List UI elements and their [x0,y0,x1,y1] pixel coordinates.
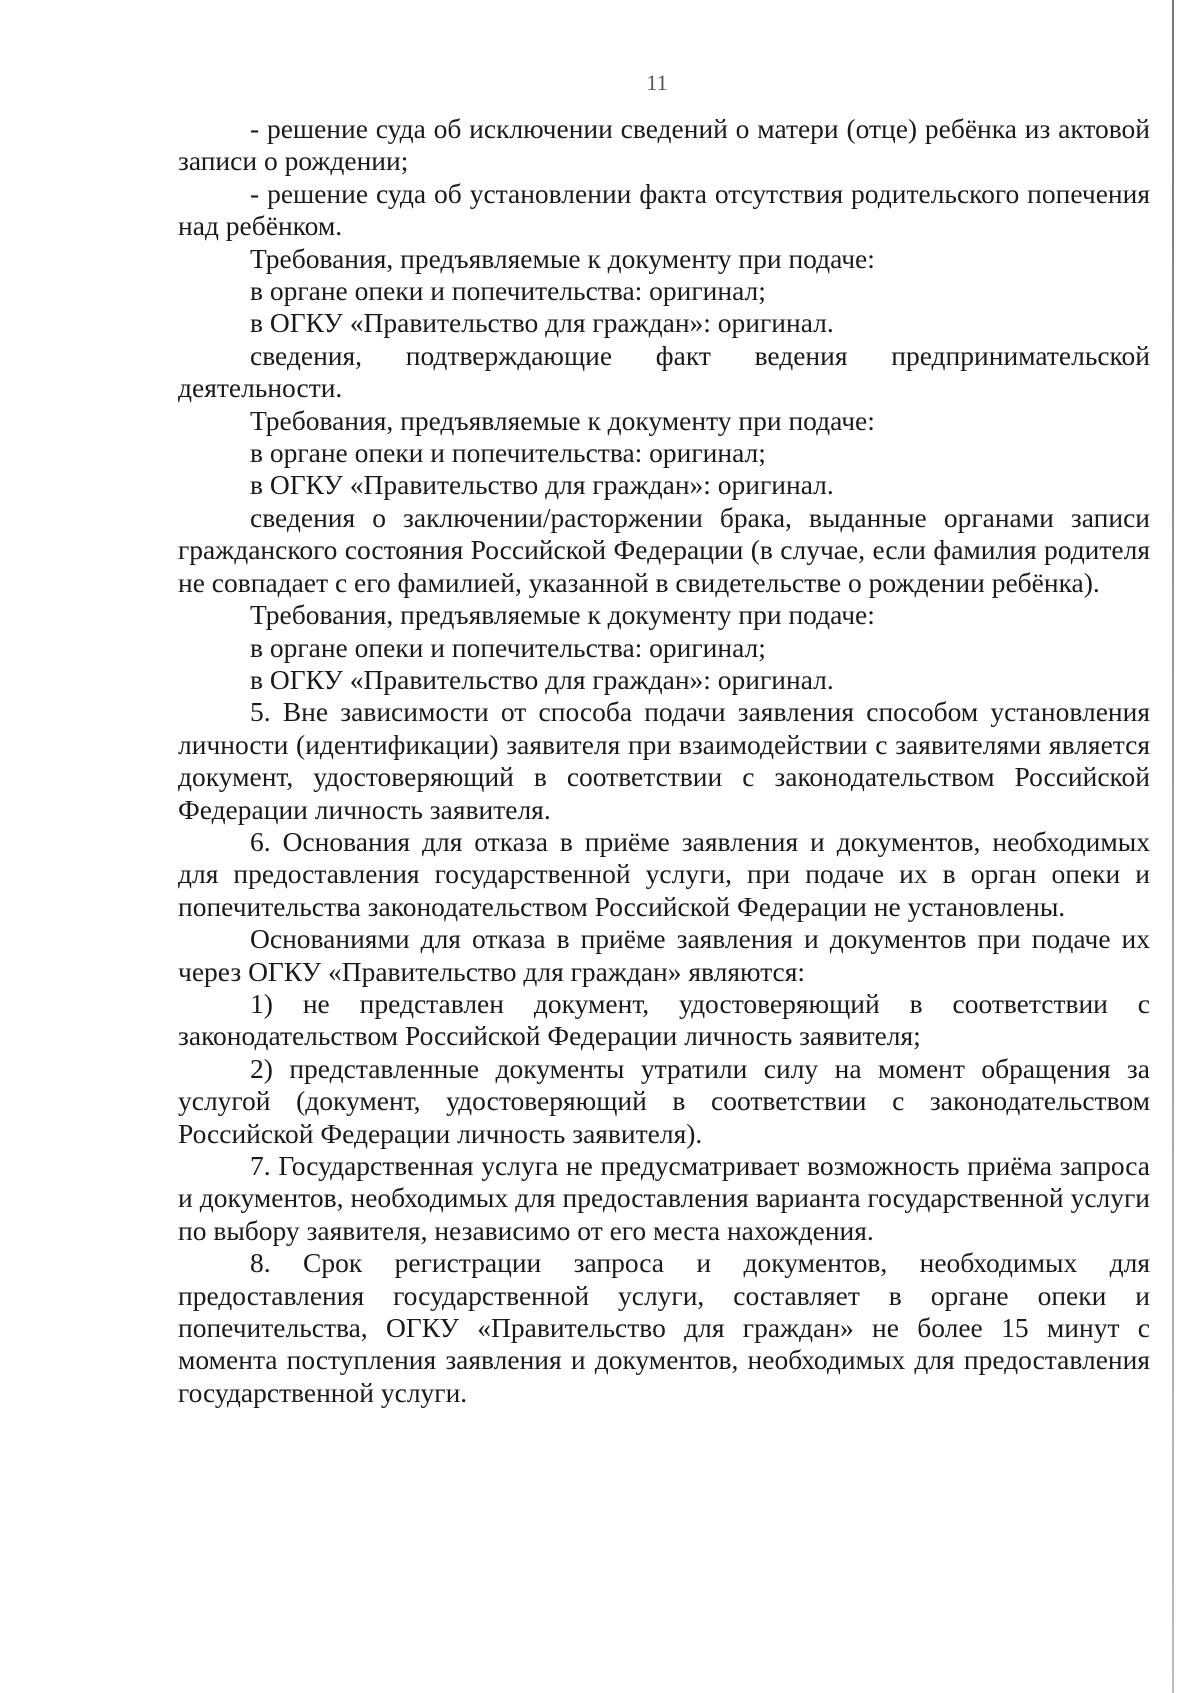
paragraph: - решение суда об установлении факта отсутствия родительского попечения над ребёнком. [178,177,1150,242]
paragraph: 5. Вне зависимости от способа подачи заявления способом установления личности (идентификации) заявителя при взаимодействии с заявителями является документ, удостоверяющий в соответствии с законодательством Российской Федерации личность заявителя. [178,696,1150,825]
paragraph: в органе опеки и попечительства: оригинал; [250,275,766,307]
paragraph: Основаниями для отказа в приёме заявления и документов при подаче их через ОГКУ «Правительство для граждан» являются: [178,923,1150,987]
document-body [178,113,1150,1409]
scan-edge-line [1172,0,1174,1693]
paragraph: Требования, предъявляемые к документу при подаче: [250,404,875,436]
paragraph: в органе опеки и попечительства: оригинал; [250,631,766,663]
paragraph: в ОГКУ «Правительство для граждан»: оригинал. [250,663,834,695]
paragraph: в ОГКУ «Правительство для граждан»: оригинал. [250,307,834,339]
paragraph: 7. Государственная услуга не предусматривает возможность приёма запроса и документов, необходимых для предоставления варианта государственной услуги по выбору заявителя, независимо от его места нахождения. [178,1150,1150,1246]
paragraph: Требования, предъявляемые к документу при подаче: [250,242,875,274]
paragraph: сведения, подтверждающие факт ведения предпринимательской деятельности. [178,339,1150,404]
paragraph: 6. Основания для отказа в приёме заявления и документов, необходимых для предоставления государственной услуги, при подаче их в орган опеки и попечительства законодательством Российской Федерации не установлены. [178,825,1150,922]
paragraph: 1) не представлен документ, удостоверяющий в соответствии с законодательством Российской Федерации личность заявителя; [178,987,1150,1052]
paragraph: в ОГКУ «Правительство для граждан»: оригинал. [250,469,834,501]
paragraph: Требования, предъявляемые к документу при подаче: [250,599,875,631]
page-number: 11 [646,70,668,95]
paragraph: сведения о заключении/расторжении брака, выданные органами записи гражданского состояния Российской Федерации (в случае, если фамилия родителя не совпадает с его фамилией, указанной в свидетельстве о рождении ребёнка). [178,501,1150,598]
paragraph: - решение суда об исключении сведений о матери (отце) ребёнка из актовой записи о рождении; [178,113,1150,177]
paragraph: в органе опеки и попечительства: оригинал; [250,437,766,469]
paragraph: 8. Срок регистрации запроса и документов, необходимых для предоставления государственной услуги, составляет в органе опеки и попечительства, ОГКУ «Правительство для граждан» не более 15 минут с момента поступления заявления и документов, необходимых для предоставления государственной услуги. [178,1247,1150,1408]
paragraph: 2) представленные документы утратили силу на момент обращения за услугой (документ, удостоверяющий в соответствии с законодательством Российской Федерации личность заявителя). [178,1052,1150,1149]
